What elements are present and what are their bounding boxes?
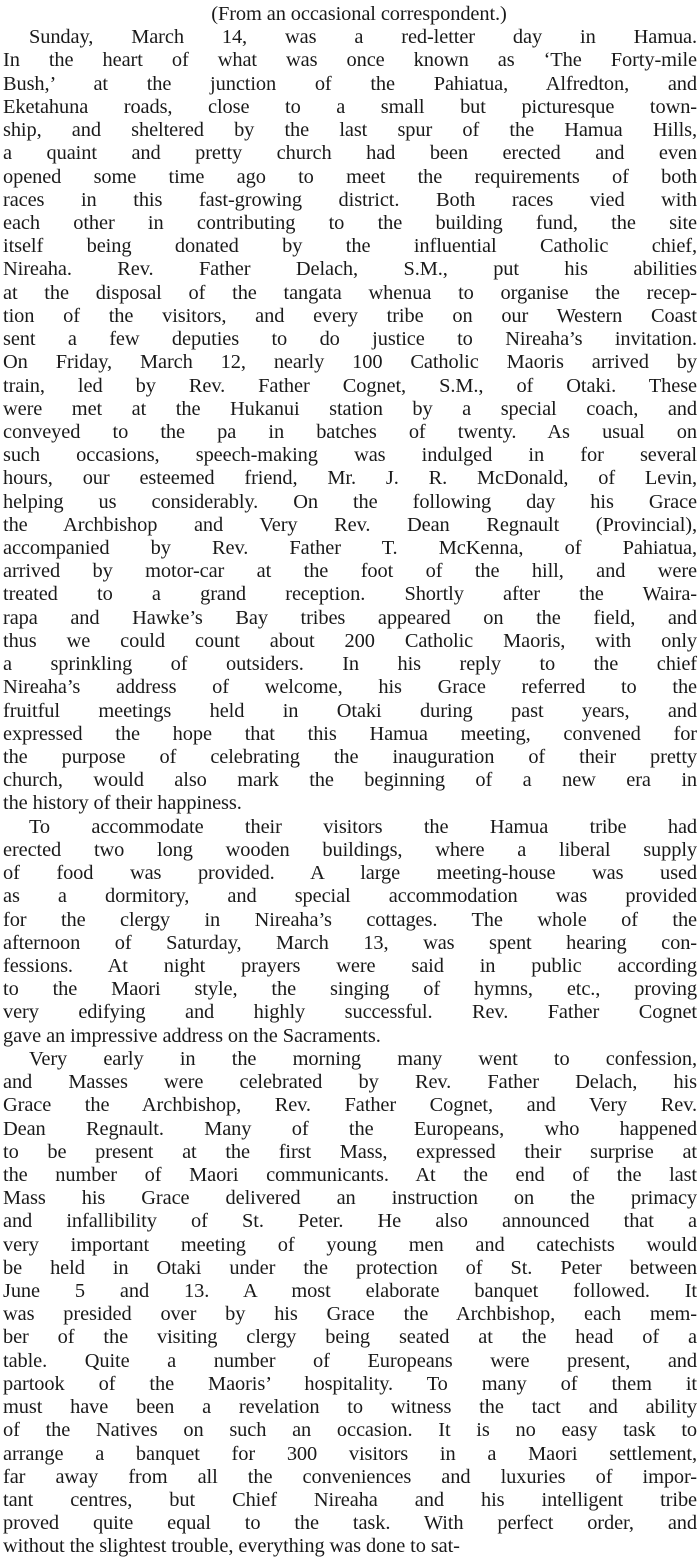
- text-line: at the disposal of the tangata whenua to organise the recep-: [3, 281, 697, 304]
- text-line: for the clergy in Nireaha’s cottages. The whole of the: [3, 908, 697, 931]
- text-line: conveyed to the pa in batches of twenty. As usual on: [3, 420, 697, 443]
- text-line: and Masses were celebrated by Rev. Father Delach, his: [3, 1071, 697, 1094]
- text-line: treated to a grand reception. Shortly after the Waira-: [3, 583, 697, 606]
- text-line: arrived by motor-car at the foot of the hill, and were: [3, 560, 697, 583]
- text-line: table. Quite a number of Europeans were present, and: [3, 1349, 697, 1372]
- text-line: June 5 and 13. A most elaborate banquet followed. It: [3, 1280, 697, 1303]
- text-line: itself being donated by the influential Catholic chief,: [3, 235, 697, 258]
- text-line: Eketahuna roads, close to a small but picturesque town-: [3, 95, 697, 118]
- text-line: To accommodate their visitors the Hamua tribe had: [29, 815, 697, 838]
- text-line: erected two long wooden buildings, where a liberal supply: [3, 838, 697, 861]
- text-line: Dean Regnault. Many of the Europeans, who happened: [3, 1117, 697, 1140]
- text-line: without the slightest trouble, everything was done to sat-: [3, 1535, 460, 1558]
- text-line: rapa and Hawke’s Bay tribes appeared on the field, and: [3, 606, 697, 629]
- text-line: the Archbishop and Very Rev. Dean Regnault (Provincial),: [3, 513, 697, 536]
- text-line: as a dormitory, and special accommodation was provided: [3, 885, 697, 908]
- text-line: church, would also mark the beginning of a new era in: [3, 769, 697, 792]
- text-line: helping us considerably. On the following day his Grace: [3, 490, 697, 513]
- byline: (From an occasional correspondent.): [211, 3, 507, 25]
- text-line: tion of the visitors, and every tribe on our Western Coast: [3, 304, 697, 327]
- text-line: fessions. At night prayers were said in public according: [3, 954, 697, 977]
- text-line: a quaint and pretty church had been erected and even: [3, 142, 697, 165]
- text-line: sent a few deputies to do justice to Nireaha’s invitation.: [3, 328, 697, 351]
- text-line: tant centres, but Chief Nireaha and his intelligent tribe: [3, 1489, 697, 1511]
- text-line: the number of Maori communicants. At the end of the last: [3, 1163, 697, 1186]
- text-line: was presided over by his Grace the Archbishop, each mem-: [3, 1303, 697, 1326]
- text-line: must have been a revelation to witness the tact and ability: [3, 1396, 697, 1419]
- text-line: Sunday, March 14, was a red-letter day in Hamua.: [29, 26, 697, 49]
- text-line: Bush,’ at the junction of the Pahiatua, Alfredton, and: [3, 72, 697, 95]
- text-line: proved quite equal to the task. With perfect order, and: [3, 1512, 697, 1535]
- text-line: Grace the Archbishop, Rev. Father Cognet, and Very Rev.: [3, 1094, 697, 1117]
- paragraph: [3, 816, 697, 1048]
- text-line: of food was provided. A large meeting-house was used: [3, 862, 697, 885]
- text-line: Nireaha’s address of welcome, his Grace referred to the: [3, 676, 697, 699]
- text-line: ship, and sheltered by the last spur of the Hamua Hills,: [3, 119, 697, 142]
- text-line: were met at the Hukanui station by a special coach, and: [3, 397, 697, 420]
- text-line: a sprinkling of outsiders. In his reply to the chief: [3, 653, 697, 676]
- text-line: to the Maori style, the singing of hymns, etc., proving: [3, 978, 697, 1001]
- text-line: On Friday, March 12, nearly 100 Catholic Maoris arrived by: [3, 351, 697, 374]
- text-line: afternoon of Saturday, March 13, was spent hearing con-: [3, 931, 697, 954]
- text-line: such occasions, speech-making was indulged in for several: [3, 444, 697, 467]
- text-line: thus we could count about 200 Catholic Maoris, with only: [3, 629, 697, 652]
- text-line: be held in Otaki under the protection of St. Peter between: [3, 1256, 697, 1279]
- text-line: partook of the Maoris’ hospitality. To many of them it: [3, 1372, 697, 1395]
- paragraph: [3, 1048, 697, 1559]
- text-line: train, led by Rev. Father Cognet, S.M., of Otaki. These: [3, 374, 697, 397]
- text-line: Nireaha. Rev. Father Delach, S.M., put his abilities: [3, 258, 697, 281]
- text-line: very edifying and highly successful. Rev. Father Cognet: [3, 1001, 697, 1024]
- text-line: and infallibility of St. Peter. He also announced that a: [3, 1210, 697, 1233]
- text-line: to be present at the first Mass, expressed their surprise at: [3, 1140, 697, 1163]
- text-line: the purpose of celebrating the inauguration of their pretty: [3, 746, 697, 768]
- text-line: the history of their happiness.: [3, 792, 242, 815]
- text-line: expressed the hope that this Hamua meeting, convened for: [3, 722, 697, 745]
- text-line: accompanied by Rev. Father T. McKenna, of Pahiatua,: [3, 537, 697, 560]
- text-line: ber of the visiting clergy being seated at the head of a: [3, 1326, 697, 1349]
- text-line: In the heart of what was once known as ‘The Forty-mile: [3, 49, 697, 72]
- text-line: Mass his Grace delivered an instruction on the primacy: [3, 1187, 697, 1210]
- text-line: each other in contributing to the building fund, the site: [3, 211, 697, 234]
- article-column: [3, 3, 697, 1559]
- article-body: [3, 26, 697, 1558]
- text-line: Very early in the morning many went to confession,: [29, 1047, 697, 1070]
- text-line: very important meeting of young men and catechists would: [3, 1233, 697, 1256]
- text-line: arrange a banquet for 300 visitors in a Maori settlement,: [3, 1442, 697, 1465]
- text-line: of the Natives on such an occasion. It is no easy task to: [3, 1419, 697, 1442]
- text-line: hours, our esteemed friend, Mr. J. R. McDonald, of Levin,: [3, 467, 697, 490]
- text-line: races in this fast-growing district. Both races vied with: [3, 188, 697, 211]
- text-line: opened some time ago to meet the requirements of both: [3, 165, 697, 188]
- text-line: gave an impressive address on the Sacraments.: [3, 1024, 381, 1047]
- paragraph: [3, 26, 697, 815]
- text-line: fruitful meetings held in Otaki during past years, and: [3, 699, 697, 722]
- text-line: far away from all the conveniences and luxuries of impor-: [3, 1465, 697, 1488]
